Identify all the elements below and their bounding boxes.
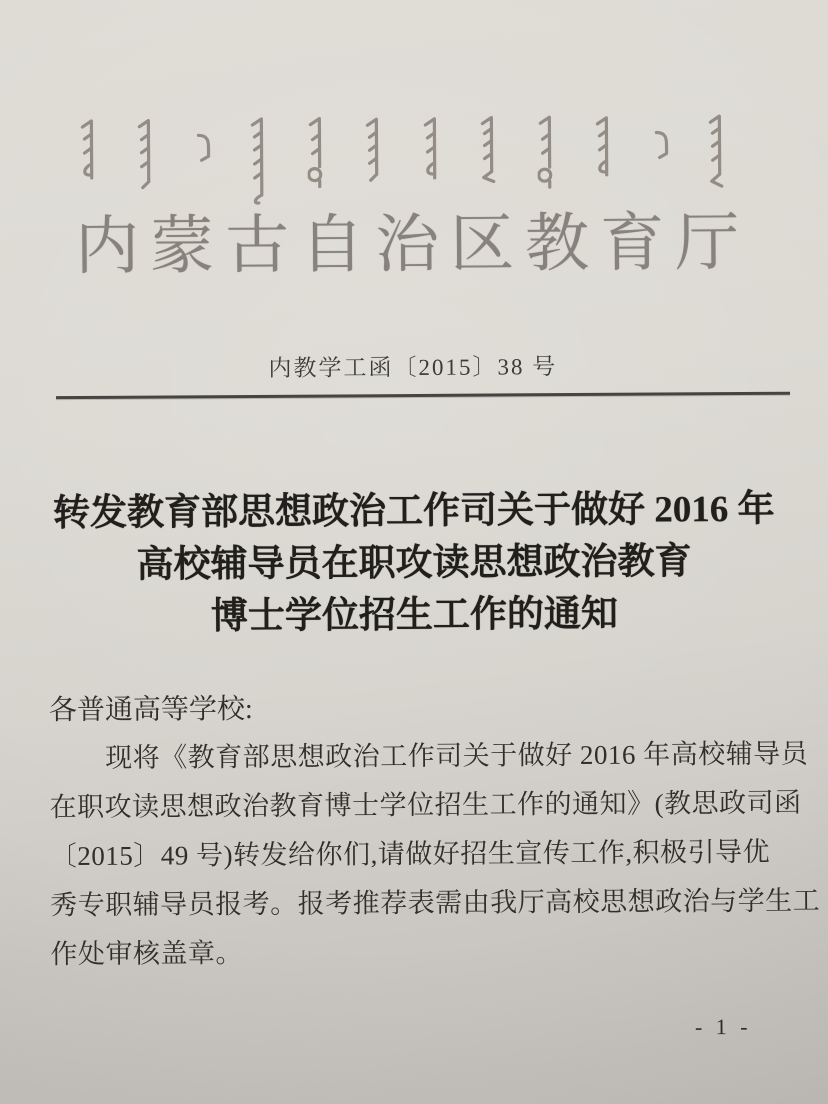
page-number: - 1 - xyxy=(694,1013,752,1040)
mongolian-glyph-icon xyxy=(422,116,444,182)
mongolian-glyph-icon xyxy=(652,129,672,159)
mongolian-glyph-icon xyxy=(79,118,101,182)
mongolian-glyph-icon xyxy=(480,115,502,183)
mongolian-glyph-icon xyxy=(594,115,616,179)
mongolian-glyph-icon xyxy=(137,118,159,190)
mongolian-glyph-icon xyxy=(307,117,329,189)
paragraph-line: 〔2015〕49 号)转发给你们,请做好招生宣传工作,积极引导优 xyxy=(49,836,771,872)
paragraph-line: 在职攻读思想政治教育博士学位招生工作的通知》(教思政司函 xyxy=(49,787,802,823)
document-title-line: 转发教育部思想政治工作司关于做好 2016 年 xyxy=(52,488,775,535)
paragraph-line: 现将《教育部思想政治工作司关于做好 2016 年高校辅导员 xyxy=(105,738,809,773)
mongolian-glyph-icon xyxy=(707,114,729,188)
mongolian-glyph-icon xyxy=(365,116,387,182)
mongolian-script-row xyxy=(79,114,730,206)
body-paragraph xyxy=(49,730,821,980)
mongolian-glyph-icon xyxy=(537,115,559,189)
paragraph-line: 作处审核盖章。 xyxy=(50,938,244,970)
mongolian-glyph-icon xyxy=(250,117,273,205)
mongolian-glyph-icon xyxy=(194,132,214,162)
document-title xyxy=(0,483,828,644)
letterhead-divider xyxy=(56,392,790,399)
document-title-line: 博士学位招生工作的通知 xyxy=(210,593,619,638)
paragraph-line: 秀专职辅导员报考。报考推荐表需由我厅高校思想政治与学生工 xyxy=(50,885,821,921)
agency-name: 内蒙古自治区教育厅 xyxy=(74,206,751,283)
salutation: 各普通高等学校: xyxy=(48,693,253,727)
document-title-line: 高校辅导员在职攻读思想政治教育 xyxy=(136,541,692,586)
doc-number: 内教学工函〔2015〕38 号 xyxy=(268,354,558,381)
